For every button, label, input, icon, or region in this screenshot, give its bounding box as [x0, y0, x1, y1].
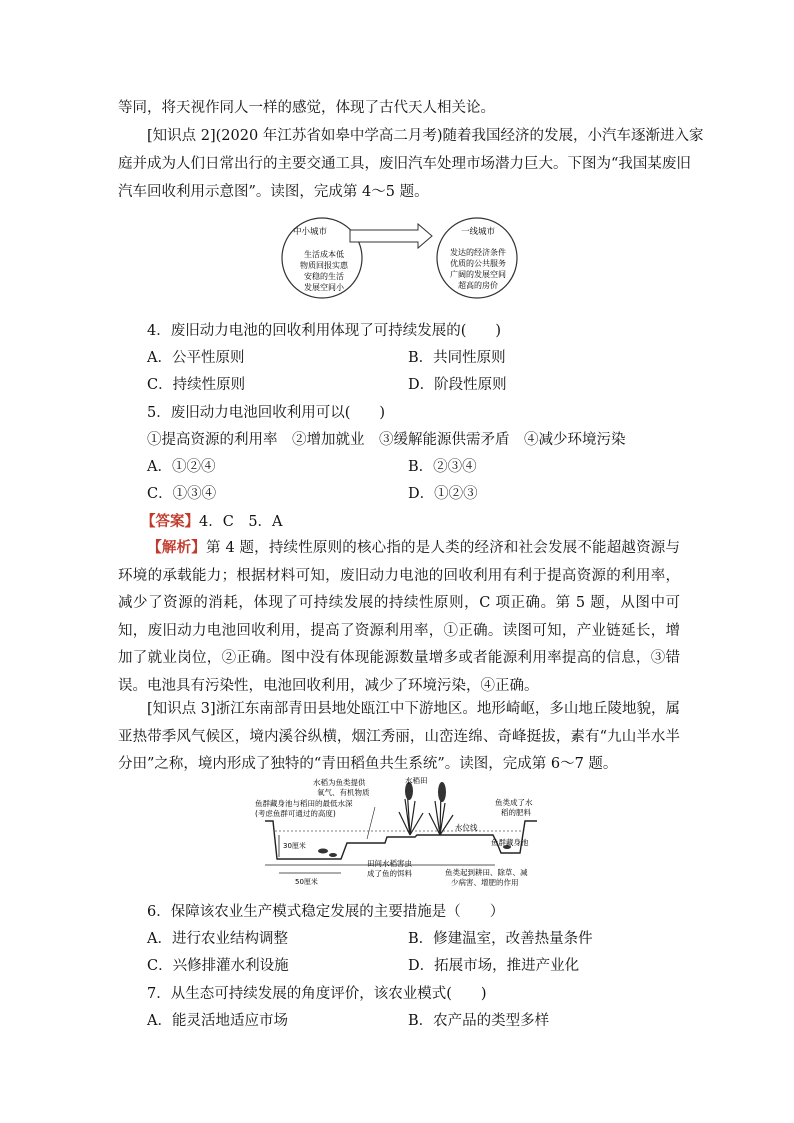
kp3-text: [知识点 3]浙江东南部青田县地处瓯江中下游地区。地形崎岖，多山地丘陵地貌，属亚热带季风气候区，境内溪谷纵横，烟江秀丽，山峦连绵、奇峰挺拔，素有“九山半水半分田”之称，境内形成了独特的“青田稻鱼共生系统”。读图，完成第 6～7 题。 [118, 701, 680, 772]
right-city-line: 发达的经济条件 [450, 248, 506, 257]
kp2-line3: 汽车回收利用示意图”。读图，完成第 4～5 题。 [118, 184, 429, 200]
answer-line [141, 510, 283, 531]
left-city-title: 中小城市 [292, 227, 328, 237]
q5-option-b: B．②③④ [408, 459, 477, 475]
left-city-line: 生活成本低 [304, 250, 344, 259]
q4-option-a: A．公平性原则 [147, 350, 245, 366]
q5-items: ①提高资源的利用率 ②增加就业 ③缓解能源供需矛盾 ④减少环境污染 [147, 432, 626, 448]
q5-option-a: A．①②④ [147, 459, 216, 475]
kp2-line2: 庭并成为人们日常出行的主要交通工具，废旧汽车处理市场潜力巨大。下图为“我国某废旧 [118, 156, 691, 172]
min-depth-label: 鱼群藏身池与稻田的最低水深 [255, 799, 353, 808]
q4-option-c: C．持续性原则 [147, 377, 246, 393]
q6-option-b: B．修建温室，改善热量条件 [408, 931, 593, 947]
rice-supply-label: 水稻为鱼类提供 [313, 778, 366, 787]
right-city-title: 一线城市 [460, 227, 496, 237]
q4-option-d: D．阶段性原则 [408, 377, 507, 393]
q6-option-d: D．拓展市场，推进产业化 [408, 958, 580, 974]
analysis-tag: 【解析】 [147, 539, 206, 556]
pest-label: 田间水稻害虫 [367, 859, 412, 868]
answer-text: 4．C 5．A [199, 514, 283, 530]
q6-option-a: A．进行农业结构调整 [147, 931, 288, 947]
kp2-line1: [知识点 2](2020 年江苏省如皋中学高二月考)随着我国经济的发展，小汽车逐渐进入家 [147, 128, 704, 144]
fish-pond-label: 鱼群藏身池 [491, 838, 529, 847]
kp3-paragraph [118, 696, 680, 779]
min-depth-label: (考虑鱼群可通过的高度) [255, 809, 336, 818]
q7-stem: 7．从生态可持续发展的角度评价，该农业模式( ) [147, 986, 487, 1002]
q4-stem: 4．废旧动力电池的回收利用体现了可持续发展的( ) [147, 323, 502, 339]
pest-label: 成了鱼的饵料 [367, 869, 412, 878]
fish-fertilizer-label: 鱼类成了水 [495, 798, 533, 807]
rice-supply-label: 氧气、有机物质 [317, 788, 370, 797]
fish-fertilizer-label: 稻的肥料 [501, 808, 531, 817]
q4-option-b: B．共同性原则 [408, 350, 506, 366]
rice-fish-figure [255, 777, 545, 892]
paddy-label: 水稻田 [405, 777, 428, 785]
q5-option-c: C．①③④ [147, 486, 217, 502]
q6-stem: 6．保障该农业生产模式稳定发展的主要措施是（ ） [147, 904, 505, 920]
left-city-line: 发展空间小 [304, 283, 344, 292]
q6-option-c: C．兴修排灌水利设施 [147, 958, 289, 974]
fish-role-label: 少病害、增肥的作用 [451, 878, 519, 887]
analysis-paragraph [118, 534, 680, 700]
city-comparison-figure [280, 210, 520, 310]
right-city-line: 广阔的发展空间 [450, 270, 506, 279]
depth-30cm-label: 30厘米 [283, 842, 306, 850]
q5-stem: 5．废旧动力电池回收利用可以( ) [147, 405, 386, 421]
right-city-line: 优质的公共服务 [450, 259, 506, 268]
q5-option-d: D．①②③ [408, 486, 478, 502]
analysis-text: 第 4 题，持续性原则的核心指的是人类的经济和社会发展不能超越资源与环境的承载能力；根据材料可知，废旧动力电池的回收利用有利于提高资源的利用率，减少了资源的消耗，体现了可持续发展的持续性原则，C 项正确。第 5 题，从图中可知，废旧动力电池回收利用，提高了资源利用率，①正确。读图可知，产业链延长，增加了就业岗位，②正确。图中没有体现能源数量增多或者能源利用率提高的信息，③错误。电池具有污染性，电池回收利用，减少了环境污染，④正确。 [118, 540, 680, 694]
answer-tag: 【答案】 [141, 513, 199, 530]
q7-option-a: A．能灵活地适应市场 [147, 1013, 288, 1029]
width-50cm-label: 50厘米 [295, 878, 318, 886]
left-city-line: 安稳的生活 [304, 272, 344, 281]
right-city-line: 超高的房价 [458, 281, 498, 290]
q7-option-b: B．农产品的类型多样 [408, 1013, 550, 1029]
left-city-line: 物质回报实惠 [300, 261, 348, 270]
fish-role-label: 鱼类起到耕田、除草、减 [445, 868, 528, 877]
water-line-label: 水位线 [455, 823, 478, 832]
continued-text: 等同，将天视作同人一样的感觉，体现了古代天人相关论。 [118, 100, 495, 116]
